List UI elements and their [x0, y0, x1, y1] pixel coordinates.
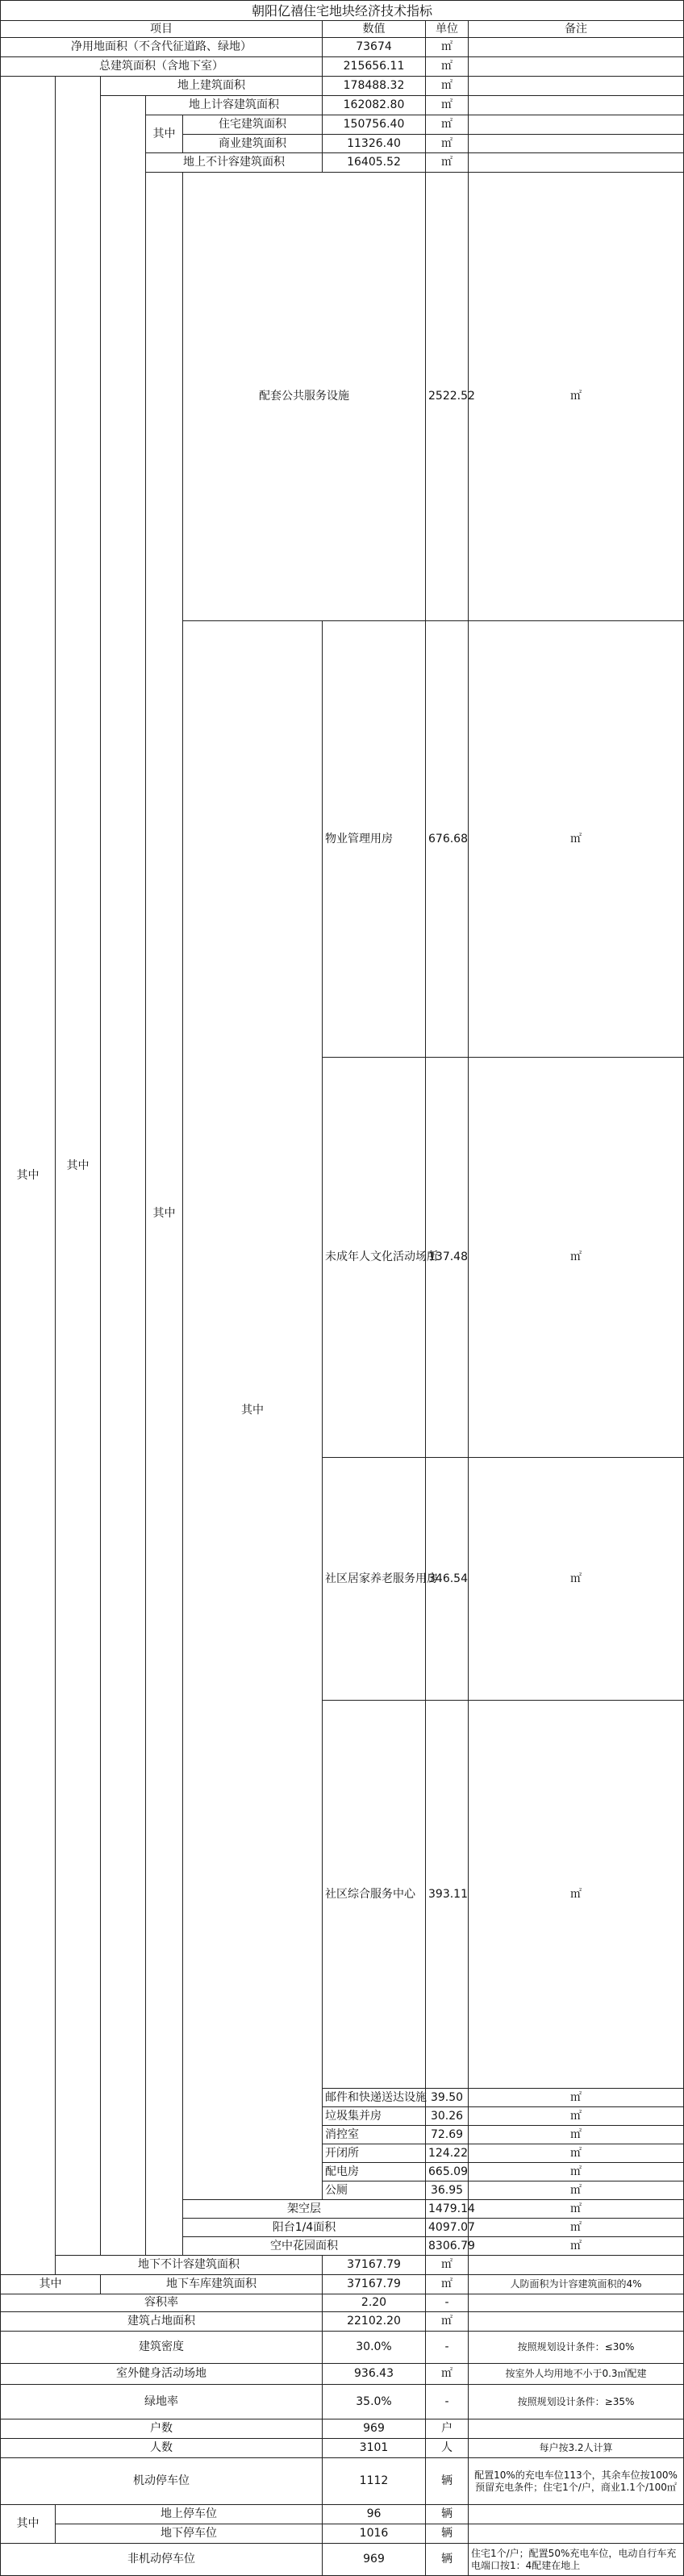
table-row — [1, 2419, 684, 2439]
row-unit: 户 — [426, 2419, 469, 2439]
row-label: 户数 — [1, 2419, 323, 2439]
group-label-parking: 其中 — [1, 2505, 56, 2544]
row-unit: ㎡ — [469, 173, 684, 621]
row-label: 地上停车位 — [56, 2505, 323, 2524]
row-label: 地下不计容建筑面积 — [56, 2256, 323, 2275]
row-note: 人防面积为计容建筑面积的4% — [469, 2275, 684, 2294]
row-unit: 辆 — [426, 2524, 469, 2544]
row-value: 39.50 — [426, 2089, 469, 2107]
row-value: 30.0% — [323, 2332, 426, 2364]
row-label: 室外健身活动场地 — [1, 2364, 323, 2385]
row-unit: ㎡ — [469, 621, 684, 1058]
row-value: 969 — [323, 2419, 426, 2439]
row-unit: ㎡ — [426, 38, 469, 57]
table-row — [1, 2364, 684, 2385]
row-value: 1479.14 — [426, 2200, 469, 2219]
row-unit: ㎡ — [469, 1701, 684, 2089]
row-label: 阳台1/4面积 — [183, 2219, 426, 2237]
group-label-above-ground: 其中 — [56, 77, 101, 2256]
row-unit: ㎡ — [469, 1458, 684, 1701]
row-label: 配套公共服务设施 — [183, 173, 426, 621]
row-label: 地上计容建筑面积 — [146, 96, 323, 115]
row-value: 676.68 — [426, 621, 469, 1058]
row-value: 11326.40 — [323, 135, 426, 153]
row-value: 665.09 — [426, 2163, 469, 2181]
header-unit: 单位 — [426, 21, 469, 38]
row-value: 37167.79 — [323, 2256, 426, 2275]
table-row — [1, 38, 684, 57]
row-unit: ㎡ — [469, 2200, 684, 2219]
row-label: 人数 — [1, 2439, 323, 2458]
row-label: 绿地率 — [1, 2385, 323, 2419]
row-label: 地上建筑面积 — [101, 77, 323, 96]
row-label: 架空层 — [183, 2200, 426, 2219]
row-value: 2522.52 — [426, 173, 469, 621]
row-unit: ㎡ — [426, 2256, 469, 2275]
row-unit: ㎡ — [469, 1058, 684, 1458]
row-label: 地上不计容建筑面积 — [146, 153, 323, 173]
row-value: 178488.32 — [323, 77, 426, 96]
row-note — [469, 38, 684, 57]
row-unit: ㎡ — [469, 2089, 684, 2107]
row-label: 商业建筑面积 — [183, 135, 323, 153]
row-value: 72.69 — [426, 2126, 469, 2144]
row-note: 配置10%的充电车位113个，其余车位按100%预留充电条件；住宅1个/户，商业1.1个/100㎡ — [469, 2458, 684, 2505]
row-unit: ㎡ — [469, 2107, 684, 2126]
row-value: 2.20 — [323, 2294, 426, 2312]
row-unit: ㎡ — [469, 2237, 684, 2256]
row-note — [469, 77, 684, 96]
group-label-garage: 其中 — [1, 2275, 101, 2294]
row-label: 未成年人文化活动场所 — [323, 1058, 426, 1458]
row-label: 垃圾集并房 — [323, 2107, 426, 2126]
header-value: 数值 — [323, 21, 426, 38]
row-unit: - — [426, 2294, 469, 2312]
table-row — [1, 96, 684, 115]
row-note — [469, 96, 684, 115]
table-row — [1, 2256, 684, 2275]
row-unit: 辆 — [426, 2458, 469, 2505]
row-label: 邮件和快递送达设施 — [323, 2089, 426, 2107]
row-value: 22102.20 — [323, 2312, 426, 2332]
row-label: 机动停车位 — [1, 2458, 323, 2505]
row-value: 124.22 — [426, 2144, 469, 2163]
row-unit: ㎡ — [426, 135, 469, 153]
row-unit: ㎡ — [426, 2275, 469, 2294]
row-note — [469, 2294, 684, 2312]
row-unit: ㎡ — [426, 77, 469, 96]
row-value: 936.43 — [323, 2364, 426, 2385]
row-value: 30.26 — [426, 2107, 469, 2126]
table-title: 朝阳亿禧住宅地块经济技术指标 — [1, 1, 684, 21]
table-row — [1, 2458, 684, 2505]
row-unit: ㎡ — [469, 2126, 684, 2144]
row-label: 社区居家养老服务用房 — [323, 1458, 426, 1701]
row-label: 建筑密度 — [1, 2332, 323, 2364]
row-note: 按照规划设计条件：≤30% — [469, 2332, 684, 2364]
row-label: 住宅建筑面积 — [183, 115, 323, 135]
row-value: 150756.40 — [323, 115, 426, 135]
row-note: 按室外人均用地不小于0.3㎡配建 — [469, 2364, 684, 2385]
row-label: 容积率 — [1, 2294, 323, 2312]
table-row — [1, 2524, 684, 2544]
table-row — [1, 77, 684, 96]
row-unit: 辆 — [426, 2544, 469, 2576]
row-unit: - — [426, 2332, 469, 2364]
table-row — [1, 2294, 684, 2312]
row-unit: ㎡ — [469, 2144, 684, 2163]
row-value: 215656.11 — [323, 57, 426, 77]
row-value: 3101 — [323, 2439, 426, 2458]
row-value: 4097.07 — [426, 2219, 469, 2237]
row-note: 每户按3.2人计算 — [469, 2439, 684, 2458]
row-label: 物业管理用房 — [323, 621, 426, 1058]
group-label-jirong: 其中 — [146, 115, 183, 153]
row-note — [469, 2256, 684, 2275]
row-unit: - — [426, 2385, 469, 2419]
row-label: 开闭所 — [323, 2144, 426, 2163]
group-label-bujirong: 其中 — [146, 173, 183, 2256]
row-label: 总建筑面积（含地下室） — [1, 57, 323, 77]
row-note — [469, 115, 684, 135]
row-note — [469, 135, 684, 153]
row-note — [469, 2312, 684, 2332]
row-label: 配电房 — [323, 2163, 426, 2181]
row-unit: ㎡ — [469, 2219, 684, 2237]
table-row — [1, 2505, 684, 2524]
row-unit: ㎡ — [426, 57, 469, 77]
group-label-facilities: 其中 — [183, 621, 323, 2200]
row-value: 393.11 — [426, 1701, 469, 2089]
table-row — [1, 2385, 684, 2419]
row-note — [469, 2524, 684, 2544]
table-row — [1, 2275, 684, 2294]
indent-spacer — [101, 96, 146, 2256]
row-label: 消控室 — [323, 2126, 426, 2144]
row-value: 35.0% — [323, 2385, 426, 2419]
row-unit: ㎡ — [426, 115, 469, 135]
table-row — [1, 57, 684, 77]
row-label: 空中花园面积 — [183, 2237, 426, 2256]
row-value: 1016 — [323, 2524, 426, 2544]
table-row — [1, 2544, 684, 2576]
row-unit: ㎡ — [426, 2364, 469, 2385]
row-note — [469, 153, 684, 173]
row-label: 建筑占地面积 — [1, 2312, 323, 2332]
row-value: 8306.79 — [426, 2237, 469, 2256]
row-unit: ㎡ — [469, 2163, 684, 2181]
row-value: 36.95 — [426, 2181, 469, 2200]
row-unit: ㎡ — [469, 2181, 684, 2200]
row-label: 地下车库建筑面积 — [101, 2275, 323, 2294]
row-value: 96 — [323, 2505, 426, 2524]
row-value: 73674 — [323, 38, 426, 57]
row-unit: ㎡ — [426, 2312, 469, 2332]
table-row — [1, 2332, 684, 2364]
group-label-outer: 其中 — [1, 77, 56, 2275]
row-unit: 人 — [426, 2439, 469, 2458]
row-value: 37167.79 — [323, 2275, 426, 2294]
row-label: 社区综合服务中心 — [323, 1701, 426, 2089]
table-row — [1, 2439, 684, 2458]
header-row — [1, 21, 684, 38]
row-unit: 辆 — [426, 2505, 469, 2524]
row-unit: ㎡ — [426, 153, 469, 173]
header-item: 项目 — [1, 21, 323, 38]
row-value: 162082.80 — [323, 96, 426, 115]
row-value: 16405.52 — [323, 153, 426, 173]
row-value: 1112 — [323, 2458, 426, 2505]
row-label: 净用地面积（不含代征道路、绿地） — [1, 38, 323, 57]
row-value: 969 — [323, 2544, 426, 2576]
row-note: 住宅1个/户；配置50%充电车位，电动自行车充电端口按1：4配建在地上 — [469, 2544, 684, 2576]
row-value: 346.54 — [426, 1458, 469, 1701]
header-note: 备注 — [469, 21, 684, 38]
row-note — [469, 57, 684, 77]
row-label: 地下停车位 — [56, 2524, 323, 2544]
row-note: 按照规划设计条件：≥35% — [469, 2385, 684, 2419]
row-label: 公厕 — [323, 2181, 426, 2200]
row-label: 非机动停车位 — [1, 2544, 323, 2576]
row-value: 137.48 — [426, 1058, 469, 1458]
table-row — [1, 2312, 684, 2332]
row-note — [469, 2505, 684, 2524]
row-unit: ㎡ — [426, 96, 469, 115]
row-note — [469, 2419, 684, 2439]
